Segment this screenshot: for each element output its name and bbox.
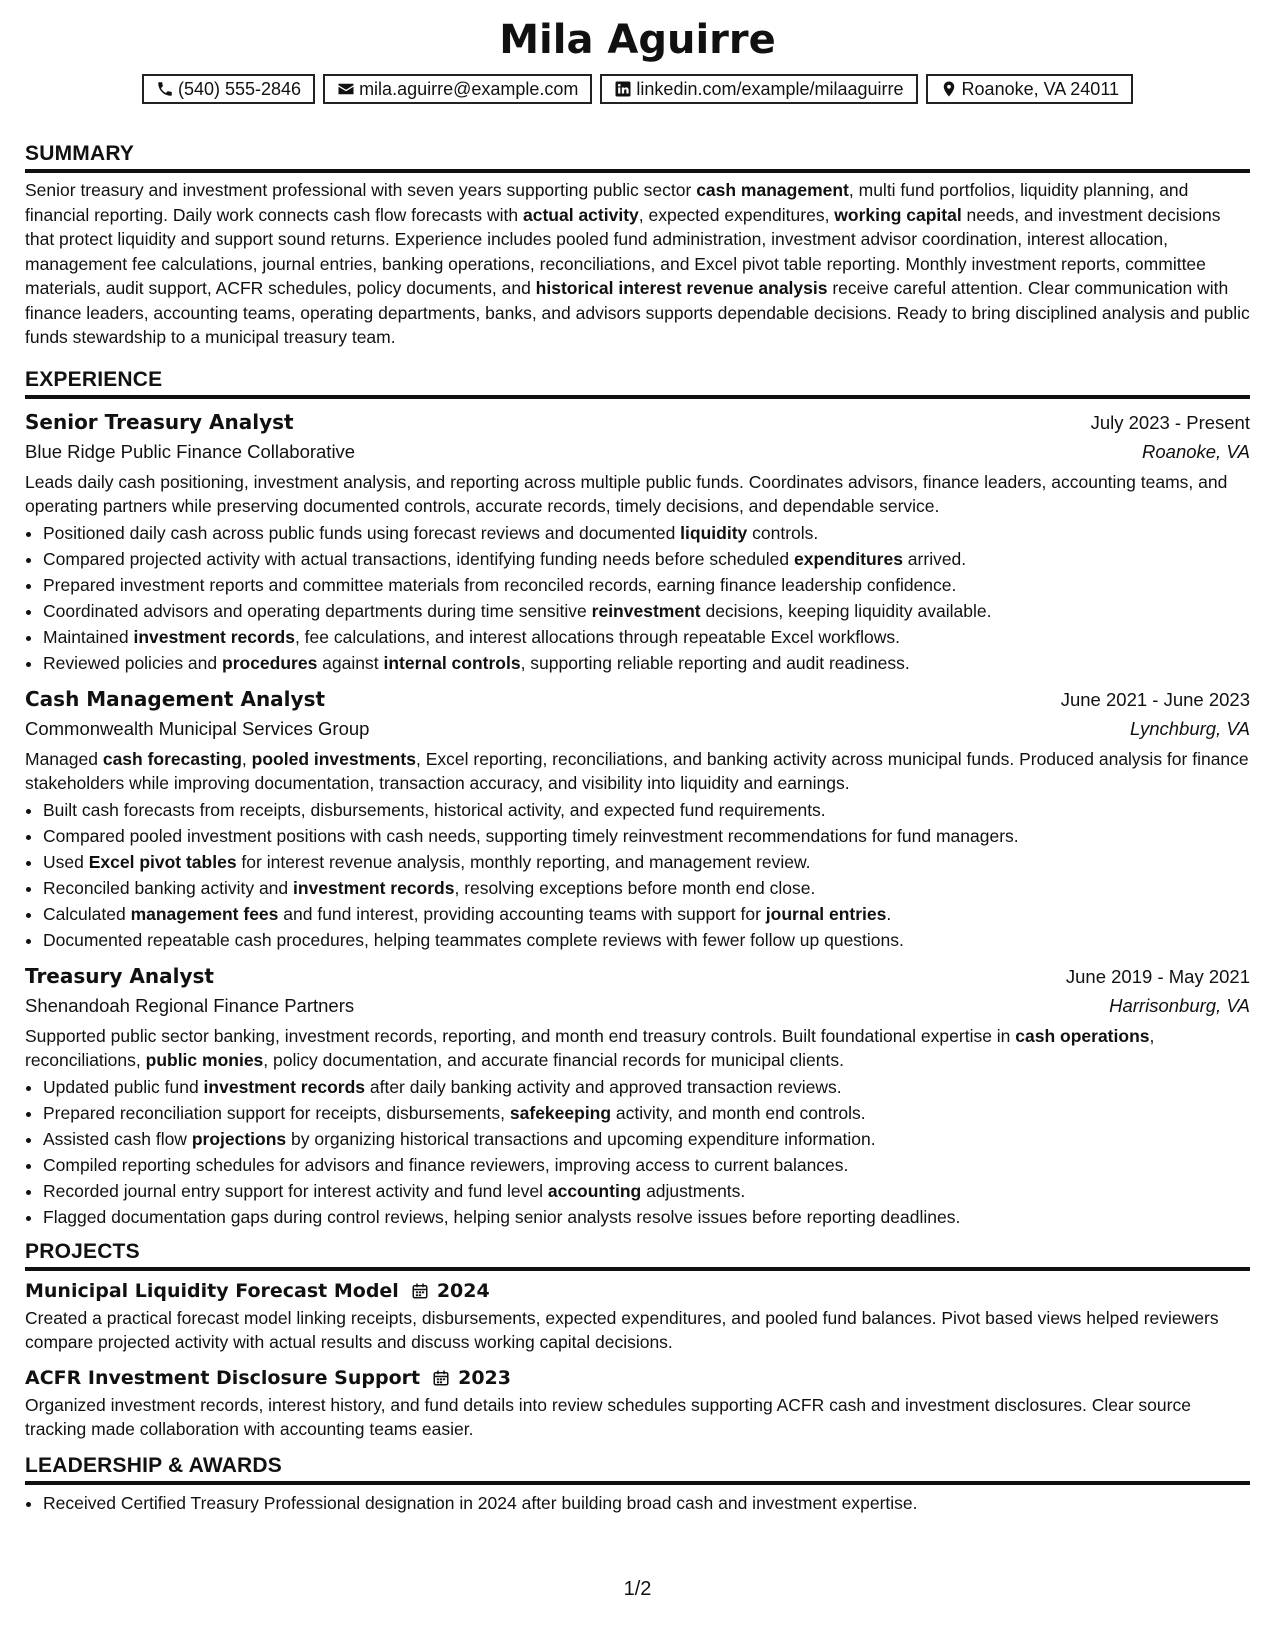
job-bullets — [25, 797, 1250, 953]
project-title: Municipal Liquidity Forecast Model — [25, 1279, 399, 1302]
job-bullet: • Prepared investment reports and committee materials from reconciled records, earning finance leadership confidence. — [43, 572, 1250, 598]
contact-email[interactable] — [323, 74, 592, 104]
project-description: Created a practical forecast model linking receipts, disbursements, expected expenditures, and pooled fund balances. Pivot based views helped reviewers compare projected activity with actual results and discuss working capital decisions. — [25, 1307, 1219, 1352]
award-item: • Received Certified Treasury Professional designation in 2024 after building broad cash and investment expertise. — [43, 1490, 1250, 1516]
project-header — [25, 1363, 1250, 1393]
envelope-icon — [337, 80, 355, 98]
summary-section — [25, 140, 1250, 350]
section-title-experience: EXPERIENCE — [25, 366, 1250, 399]
bold-keyword: Excel pivot tables — [88, 851, 237, 872]
job-header — [25, 961, 1250, 991]
bold-keyword: working capital — [834, 204, 962, 225]
job-header — [25, 684, 1250, 714]
job-summary: Managed cash forecasting, pooled investments, Excel reporting, reconciliations, and banking activity across municipal funds. Produced analysis for finance stakeholders while improving documentation, transaction accuracy, and visibility into liquidity and earnings. — [25, 748, 1249, 793]
job-subheader — [25, 437, 1250, 467]
page-number: 1/2 — [623, 1578, 652, 1600]
job-title: Treasury Analyst — [25, 963, 214, 988]
bold-keyword: pooled investments — [251, 748, 416, 769]
job-location: Roanoke, VA — [1142, 440, 1250, 462]
job-bullet: • Built cash forecasts from receipts, disbursements, historical activity, and expected fund requirements. — [43, 797, 1250, 823]
project-year: 2023 — [458, 1366, 511, 1389]
project-title: ACFR Investment Disclosure Support — [25, 1366, 421, 1389]
bold-keyword: reinvestment — [591, 600, 701, 621]
job-title: Senior Treasury Analyst — [25, 409, 294, 434]
bold-keyword: projections — [191, 1128, 287, 1149]
job-bullet: • Prepared reconciliation support for receipts, disbursements, safekeeping activity, and month end controls. — [43, 1100, 1250, 1126]
bold-keyword: journal entries — [765, 903, 887, 924]
job-summary: Supported public sector banking, investment records, reporting, and month end treasury controls. Built foundational expertise in cash operations, reconciliations, public monies, policy documentation, and accurate financial records for municipal clients. — [25, 1025, 1155, 1070]
project-description: Organized investment records, interest history, and fund details into review schedules supporting ACFR cash and investment disclosures. Clear source tracking made collaboration with accounting teams easier. — [25, 1394, 1191, 1439]
job-bullet: • Compared pooled investment positions with cash needs, supporting timely reinvestment recommendations for fund managers. — [43, 823, 1250, 849]
awards-section — [25, 1452, 1250, 1516]
contact-phone-text: (540) 555-2846 — [177, 78, 302, 99]
job-dates: June 2021 - June 2023 — [1060, 688, 1250, 710]
contact-bar — [25, 74, 1250, 104]
calendar-icon — [411, 1282, 429, 1300]
phone-icon — [156, 80, 174, 98]
job-subheader — [25, 714, 1250, 744]
bold-keyword: safekeeping — [509, 1102, 612, 1123]
bold-keyword: liquidity — [680, 522, 748, 543]
job-dates: July 2023 - Present — [1090, 411, 1250, 433]
job-location: Lynchburg, VA — [1130, 717, 1250, 739]
section-title-projects: PROJECTS — [25, 1238, 1250, 1271]
job-entry — [25, 684, 1250, 953]
contact-phone[interactable] — [142, 74, 315, 104]
candidate-name: Mila Aguirre — [499, 17, 776, 63]
job-bullet: • Recorded journal entry support for interest activity and fund level accounting adjustments. — [43, 1178, 1250, 1204]
job-bullet: • Positioned daily cash across public funds using forecast reviews and documented liquidity controls. — [43, 520, 1250, 546]
project-header — [25, 1276, 1250, 1306]
job-bullets — [25, 1074, 1250, 1230]
bold-keyword: internal controls — [383, 652, 521, 673]
project-date — [411, 1280, 490, 1302]
job-company: Commonwealth Municipal Services Group — [25, 717, 370, 739]
job-bullet: • Compiled reporting schedules for advisors and finance reviewers, improving access to current balances. — [43, 1152, 1250, 1178]
bold-keyword: historical interest revenue analysis — [535, 278, 828, 298]
bold-keyword: investment records — [133, 626, 295, 647]
project-entry — [25, 1276, 1250, 1355]
linkedin-icon — [614, 80, 632, 98]
job-bullet: • Used Excel pivot tables for interest revenue analysis, monthly reporting, and management review. — [43, 849, 1250, 875]
job-bullet: • Documented repeatable cash procedures, helping teammates complete reviews with fewer follow up questions. — [43, 927, 1250, 953]
bold-keyword: cash forecasting — [102, 748, 242, 769]
job-bullet: • Calculated management fees and fund interest, providing accounting teams with support for journal entries. — [43, 901, 1250, 927]
job-bullet: • Reconciled banking activity and investment records, resolving exceptions before month end close. — [43, 875, 1250, 901]
job-bullet: • Coordinated advisors and operating departments during time sensitive reinvestment decisions, keeping liquidity available. — [43, 598, 1250, 624]
resume-page — [25, 14, 1250, 1516]
bold-keyword: investment records — [293, 877, 455, 898]
job-company: Blue Ridge Public Finance Collaborative — [25, 440, 356, 462]
job-bullet: • Assisted cash flow projections by organizing historical transactions and upcoming expenditure information. — [43, 1126, 1250, 1152]
contact-linkedin[interactable] — [600, 74, 917, 104]
bold-keyword: actual activity — [523, 204, 639, 225]
bold-keyword: procedures — [222, 652, 318, 673]
contact-location[interactable] — [926, 74, 1133, 104]
project-year: 2024 — [436, 1279, 490, 1302]
experience-section — [25, 366, 1250, 1230]
job-company: Shenandoah Regional Finance Partners — [25, 994, 355, 1016]
job-bullet: • Updated public fund investment records after daily banking activity and approved transaction reviews. — [43, 1074, 1250, 1100]
projects-section — [25, 1238, 1250, 1442]
section-title-awards: LEADERSHIP & AWARDS — [25, 1452, 1250, 1485]
contact-email-text: mila.aguirre@example.com — [359, 78, 579, 99]
project-list — [25, 1276, 1250, 1442]
job-location: Harrisonburg, VA — [1109, 994, 1250, 1016]
job-bullet: • Maintained investment records, fee calculations, and interest allocations through repeatable Excel workflows. — [43, 624, 1250, 650]
job-title: Cash Management Analyst — [25, 686, 326, 711]
map-pin-icon — [940, 80, 958, 98]
summary-text: Senior treasury and investment professional with seven years supporting public sector cash management, multi fund portfolios, liquidity planning, and financial reporting. Daily work connects cash flow forecasts with actual activity, expected expenditures, working capital needs, and investment decisions that protect liquidity and support sound returns. Experience includes pooled fund administration, investment advisor coordination, interest allocation, management fee calculations, journal entries, banking operations, reconciliations, and Excel pivot table reporting. Monthly investment reports, committee materials, audit support, ACFR schedules, policy documents, and historical interest revenue analysis receive careful attention. Clear communication with finance leaders, accounting teams, operating departments, banks, and advisors supports dependable decisions. Ready to bring disciplined analysis and public funds stewardship to a municipal treasury team. — [25, 180, 1250, 347]
bold-keyword: cash operations — [1015, 1025, 1150, 1046]
contact-location-text: Roanoke, VA 24011 — [961, 78, 1120, 99]
bold-keyword: management fees — [130, 903, 279, 924]
contact-linkedin-text: linkedin.com/example/milaaguirre — [636, 78, 904, 99]
job-entry — [25, 407, 1250, 676]
job-bullets — [25, 520, 1250, 676]
job-bullet: • Flagged documentation gaps during control reviews, helping senior analysts resolve issues before reporting deadlines. — [43, 1204, 1250, 1230]
job-subheader — [25, 991, 1250, 1021]
bold-keyword: public monies — [145, 1050, 264, 1070]
job-bullet: • Compared projected activity with actual transactions, identifying funding needs before scheduled expenditures arrived. — [43, 546, 1250, 572]
section-title-summary: SUMMARY — [25, 140, 1250, 173]
project-date — [432, 1367, 511, 1389]
job-dates: June 2019 - May 2021 — [1065, 965, 1250, 987]
bold-keyword: accounting — [547, 1180, 642, 1201]
project-entry — [25, 1363, 1250, 1442]
job-summary: Leads daily cash positioning, investment analysis, and reporting across multiple public funds. Coordinates advisors, finance leaders, accounting teams, and operating partners while preserving documented controls, accurate records, timely decisions, and dependable service. — [25, 471, 1228, 516]
job-list — [25, 407, 1250, 1230]
calendar-icon — [432, 1369, 450, 1387]
bold-keyword: investment records — [203, 1076, 365, 1097]
awards-list — [25, 1490, 1250, 1516]
bold-keyword: cash management — [696, 180, 849, 200]
bold-keyword: expenditures — [794, 548, 903, 569]
job-header — [25, 407, 1250, 437]
job-bullet: • Reviewed policies and procedures against internal controls, supporting reliable reporting and audit readiness. — [43, 650, 1250, 676]
job-entry — [25, 961, 1250, 1230]
